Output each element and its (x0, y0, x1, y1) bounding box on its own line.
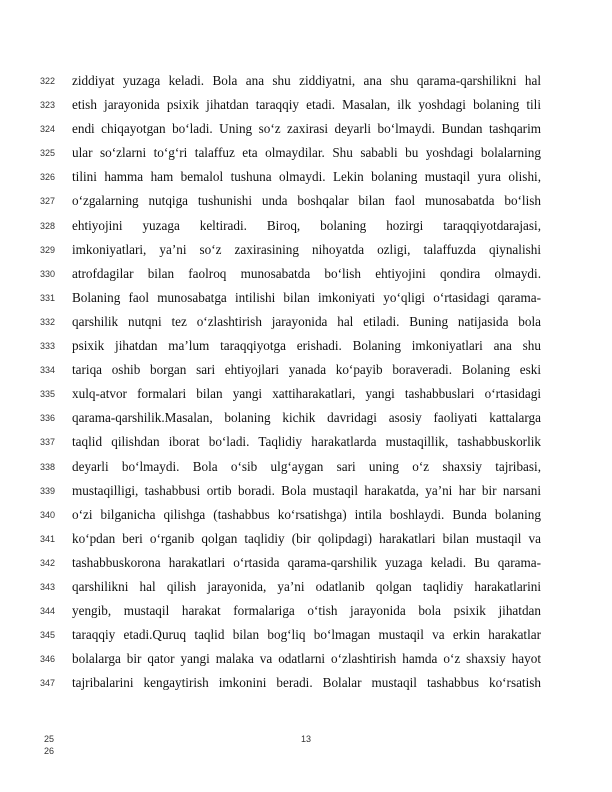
text-line: ehtiyojini yuzaga keltiradi. Biroq, bolaning hozirgi taraqqiyotdarajasi, (72, 217, 541, 233)
text-line: deyarli bo‘lmaydi. Bola o‘sib ulg‘aygan sari uning o‘z shaxsiy tajribasi, (72, 458, 541, 474)
text-line: yengib, mustaqil harakat formalariga o‘tish jarayonida bola psixik jihatdan (72, 603, 541, 619)
line-number: 327 (40, 196, 56, 207)
text-line: tashabbuskorona harakatlari o‘rtasida qarama-qarshilik yuzaga keladi. Bu qarama- (72, 554, 541, 570)
body-text (72, 69, 541, 695)
footer-number-bottom: 26 (44, 746, 55, 756)
text-line: tariqa oshib borgan sari ehtiyojlari yanada ko‘payib boraveradi. Bolaning eski (72, 362, 541, 378)
text-line: mustaqilligi, tashabbusi ortib boradi. Bola mustaqil harakatda, ya’ni har bir narsani (72, 482, 541, 498)
line-number: 345 (40, 630, 56, 641)
line-number: 339 (40, 485, 56, 496)
text-line: o‘zi bilganicha qilishga (tashabbus ko‘rsatishga) intila boshlaydi. Bunda bolaning (72, 506, 541, 522)
line-number: 343 (40, 581, 56, 592)
line-number: 325 (40, 148, 56, 159)
line-number: 332 (40, 316, 56, 327)
text-line: etish jarayonida psixik jihatdan taraqqiy etadi. Masalan, ilk yoshdagi bolaning tili (72, 97, 541, 113)
line-number: 337 (40, 437, 56, 448)
text-line: qarama-qarshilik.Masalan, bolaning kichik davridagi asosiy faoliyati kattalarga (72, 410, 541, 426)
line-number: 322 (40, 76, 56, 86)
footer-line-numbers (44, 733, 54, 757)
text-line: tajribalarini kengaytirish imkonini beradi. Bolalar mustaqil tashabbus ko‘rsatish (72, 675, 541, 691)
line-number: 338 (40, 461, 56, 472)
line-number: 340 (40, 509, 56, 520)
line-number: 341 (40, 533, 56, 544)
line-number: 335 (40, 389, 56, 400)
text-line: bolalarga bir qator yangi malaka va odatlarni o‘zlashtirish hamda o‘z shaxsiy hayot (72, 651, 541, 667)
text-line: qarshilik nutqni tez o‘zlashtirish jarayonida hal etiladi. Buning natijasida bola (72, 313, 541, 329)
line-number: 330 (40, 268, 56, 279)
line-number: 336 (40, 413, 56, 424)
line-number: 328 (40, 220, 56, 231)
text-line: taraqqiy etadi.Quruq taqlid bilan bog‘liq bo‘lmagan mustaqil va erkin harakatlar (72, 627, 541, 643)
text-line: psixik jihatdan ma’lum taraqqiyotga erishadi. Bolaning imkoniyatlari ana shu (72, 338, 541, 354)
line-number: 347 (40, 678, 56, 689)
line-number: 326 (40, 172, 56, 183)
page-number: 13 (300, 734, 311, 744)
text-line: tilini hamma ham bemalol tushuna olmaydi. Lekin bolaning mustaqil yura olishi, (72, 169, 541, 185)
line-number: 331 (40, 292, 56, 303)
text-line: Bolaning faol munosabatga intilishi bilan imkoniyati yo‘qligi o‘rtasidagi qarama- (72, 289, 541, 305)
line-number: 323 (40, 100, 56, 111)
line-number: 329 (40, 244, 56, 255)
text-line: imkoniyatlari, ya’ni so‘z zaxirasining nihoyatda ozligi, talaffuzda qiynalishi (72, 241, 541, 257)
text-line: ular so‘zlarni to‘g‘ri talaffuz eta olmaydilar. Shu sababli bu yoshdagi bolalarning (72, 145, 541, 161)
text-line: ko‘pdan beri o‘rganib qolgan taqlidiy (bir qolipdagi) harakatlari bilan mustaqil va (72, 530, 541, 546)
text-line: atrofdagilar bilan faolroq munosabatda bo‘lish ehtiyojini qondira olmaydi. (72, 265, 541, 281)
line-number: 324 (40, 124, 56, 135)
text-line: endi chiqayotgan bo‘ladi. Uning so‘z zaxirasi deyarli bo‘lmaydi. Bundan tashqarim (72, 121, 541, 137)
text-line: qarshilikni hal qilish jarayonida, ya’ni odatlanib qolgan taqlidiy harakatlarini (72, 578, 541, 594)
line-number: 344 (40, 606, 56, 617)
text-line: taqlid qilishdan iborat bo‘ladi. Taqlidiy harakatlarda mustaqillik, tashabbuskorlik (72, 434, 541, 450)
text-line: xulq-atvor formalari bilan yangi xattiharakatlari, yangi tashabbuslari o‘rtasidagi (72, 386, 541, 402)
line-number: 333 (40, 341, 56, 352)
text-line: ziddiyat yuzaga keladi. Bola ana shu ziddiyatni, ana shu qarama-qarshilikni hal (72, 73, 541, 88)
line-number-column (40, 69, 64, 695)
line-number: 342 (40, 557, 56, 568)
footer-number-top: 25 (44, 734, 55, 744)
text-line: o‘zgalarning nutqiga tushunishi unda boshqalar bilan faol munosabatda bo‘lish (72, 193, 541, 209)
line-number: 334 (40, 365, 56, 376)
line-number: 346 (40, 654, 56, 665)
